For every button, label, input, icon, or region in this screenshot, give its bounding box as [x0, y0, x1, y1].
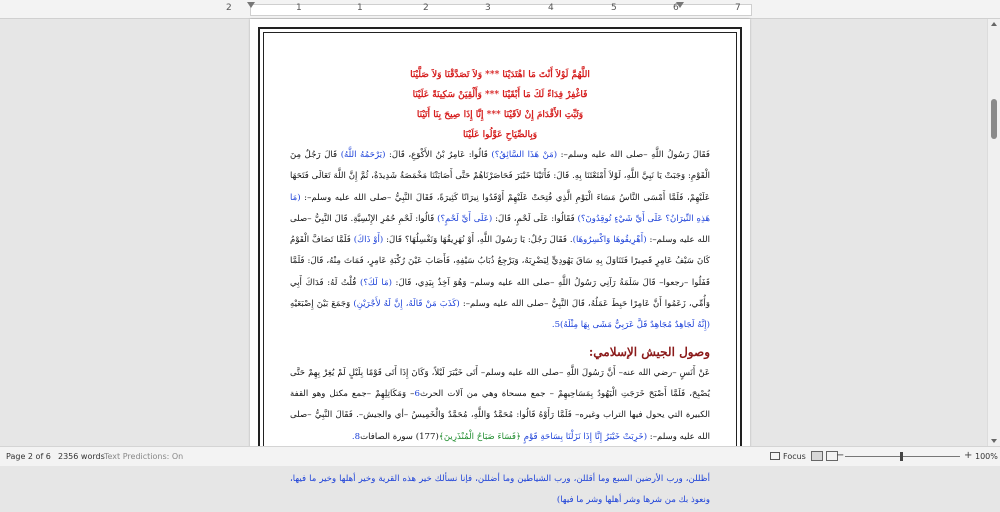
document-body[interactable] — [290, 65, 710, 512]
ruler-number: 6 — [673, 3, 679, 13]
scroll-down-icon[interactable] — [991, 439, 997, 443]
zoom-level[interactable]: 100% — [975, 452, 998, 461]
page-count[interactable]: Page 2 of 6 — [6, 452, 51, 461]
zoom-slider-thumb[interactable] — [900, 452, 903, 461]
poem-line: وَبِالصِّيَاحِ عَوَّلُوا عَلَيْنَا — [462, 130, 538, 140]
horizontal-ruler[interactable] — [0, 0, 1000, 19]
text-run: قَالَ رَجُلٌ مِنَ الْقَوْمِ: وَجَبَتْ يَا نَبِيَّ اللَّهِ، لَوْلاَ أَمْتَعْتَنَا بِهِ. قَالَ: فَأَتَيْنَا خَيْبَرَ فَحَاصَرْنَاهُمْ حَتَّى أَصَابَتْنَا مَخْمَصَةٌ شَدِيدَةٌ، ثُمَّ إِنَّ اللَّهَ تَعَالَى فَتَحَهَا عَلَيْهِمْ، فَلَمَّا أَمْسَى النَّاسُ مَسَاءَ الْيَوْمِ الَّذِي فُتِحَتْ عَلَيْهِمْ أَوْقَدُوا نِيرَانًا كَثِيرَةً، فَقَالَ النَّبِيُّ –صلى الله عليه وسلم–: — [290, 150, 710, 203]
text-run: قُلْتُ لَهُ: فَدَاكَ أَبِي وَأُمِّي، زَعَمُوا أَنَّ عَامِرًا حَبِطَ عَمَلُهُ، قَالَ النَّبِيُّ –صلى الله عليه وسلم–: — [290, 277, 710, 310]
vertical-scrollbar[interactable] — [987, 19, 1000, 446]
text-run: وَجَمَعَ بَيْنَ إِصْبَعَيْهِ — [290, 299, 354, 310]
text-run: فَقَالُوا: عَلَى لَحْمٍ، قَالَ: — [492, 213, 578, 224]
ruler-number: 1 — [357, 3, 363, 13]
focus-icon[interactable] — [770, 452, 780, 460]
scrollbar-thumb[interactable] — [991, 99, 997, 139]
right-indent-marker[interactable] — [676, 2, 684, 8]
zoom-in-button[interactable]: + — [964, 450, 973, 461]
ruler-number: 3 — [485, 3, 491, 13]
print-layout-view-icon[interactable] — [811, 451, 823, 461]
poem-line: فَاغْفِرْ فِدَاءً لَكَ مَا أَبْقَيْنَا *** وَأَلْقِيَنْ سَكِينَةً عَلَيْنَا — [412, 90, 588, 100]
poem-line: وَثَبِّتِ الأَقْدَامَ إِنْ لاَقَيْنَا *** إِنَّا إِذَا صِيحَ بِنَا أَتَيْنَا — [416, 110, 584, 120]
text-run: فَلَمَّا تَصَافَّ الْقَوْمُ كَانَ سَيْفُ عَامِرٍ قَصِيرًا فَتَنَاوَلَ بِهِ سَاقَ يَهُودِيٍّ لِيَضْرِبَهُ، وَيَرْجِعُ ذُبَابُ سَيْفِهِ، فَأَصَابَ عَيْنَ رُكْبَةِ عَامِرٍ، فَمَاتَ مِنْهُ، قَالَ: فَلَمَّا قَفَلُوا –رجعوا– قَالَ سَلَمَةُ رَآنِي رَسُولُ اللَّهِ –صلى الله عليه وسلم– وَهُوَ آخِذٌ بِيَدِي، قَالَ: — [290, 235, 710, 288]
status-bar — [0, 446, 1000, 466]
text-run: (مَنْ هَذَا السَّائِقُ؟) — [491, 150, 558, 160]
text-run: 8. — [351, 431, 361, 442]
text-run: (خَرِبَتْ خَيْبَرُ إِنَّا إِذَا نَزَلْنَا بِسَاحَةِ قَوْمٍ — [521, 431, 648, 442]
ruler-number: 2 — [423, 3, 429, 13]
ruler-number: 4 — [548, 3, 554, 13]
section-heading: وصول الجيش الإسلامي: — [588, 344, 710, 359]
paragraph-narration — [290, 145, 710, 337]
ruler-number: 5 — [611, 3, 617, 13]
text-run: 6 — [414, 388, 420, 399]
text-run: . فَقَالَ رَجُلٌ: يَا رَسُولَ اللَّهِ، أَوْ نُهَرِيقُهَا وَنَغْسِلُهَا؟ قَالَ: — [383, 235, 573, 246]
text-run: (أَهْرِيقُوهَا وَاكْسِرُوهَا) — [572, 235, 647, 246]
text-run: قَالُوا: لَحْمِ حُمُرِ الإِنْسِيَّةِ. قَالَ النَّبِيُّ –صلى الله عليه وسلم–: — [290, 213, 710, 246]
text-run: (أَوْ ذَاكَ) — [353, 235, 384, 246]
paragraph-arrival — [290, 363, 710, 448]
text-run: (إِنَّهُ لَجَاهِدٌ مُجَاهِدٌ قَلَّ عَرَبِيٌّ مَشَى بِهَا مِثْلَهُ) — [560, 320, 710, 331]
text-run: (177) سورة الصافات — [360, 431, 439, 442]
text-run: 5. — [551, 320, 561, 331]
ruler-number: 1 — [296, 3, 302, 13]
text-run: أظللن، ورب الأرضين السبع وما أقللن، ورب الشياطين وما أضللن، فإنا نسألك خير هذه القرية وخير أهلها وخير ما فيها، ونعوذ بك من شرها وشر أهلها وشر ما فيها) — [290, 474, 710, 506]
ruler-number: 7 — [735, 3, 741, 13]
left-indent-marker[interactable] — [247, 2, 255, 8]
text-run: – وَمَكَاتِلِهِمْ –جمع مكتل وهو القفة الكبيرة التي يحول فيها التراب وغيره– فَلَمَّا رَأَوْهُ قَالُوا: مُحَمَّدٌ وَاللَّهِ، مُحَمَّدٌ وَالْخَمِيسُ –أي والجيش–. فَقَالَ النَّبِيُّ –صلى الله عليه وسلم–: — [290, 388, 710, 442]
scroll-up-icon[interactable] — [991, 22, 997, 26]
text-run: عَنْ أَنَسٍ –رضي الله عنه– أَنَّ رَسُولَ اللَّهِ –صلى الله عليه وسلم– أَتَى خَيْبَرَ لَيْلاً، وَكَانَ إِذَا أَتَى قَوْمًا بِلَيْلٍ لَمْ يُغِرْ بِهِمْ حَتَّى يُصْبِحَ، فَلَمَّا أَصْبَحَ خَرَجَتِ الْيَهُودُ بِمَسَاحِيهِمْ – جمع مسحاة وهي من آلات الحرث — [290, 367, 710, 399]
text-run: (مَا هَذِهِ النِّيرَانُ؟ عَلَى أَيِّ شَيْءٍ تُوقِدُونَ؟) — [290, 192, 710, 224]
text-run: (عَلَى أَيِّ لَحْمٍ؟) — [437, 213, 493, 224]
document-page[interactable] — [250, 19, 750, 506]
text-run: ﴿فَسَاءَ صَبَاحُ الْمُنْذَرِينَ﴾ — [438, 431, 522, 442]
text-run: قَالُوا: عَامِرُ بْنُ الأَكْوَعِ، قَالَ: — [385, 150, 492, 160]
text-run: فَقَالَ رَسُولُ اللَّهِ –صلى الله عليه وسلم–: — [557, 150, 711, 160]
focus-button[interactable]: Focus — [783, 452, 806, 461]
zoom-out-button[interactable]: − — [836, 450, 845, 461]
text-predictions-status[interactable]: Text Predictions: On — [104, 452, 184, 461]
text-run: (مَا لَكَ؟) — [359, 277, 392, 288]
word-count[interactable]: 2356 words — [58, 452, 105, 461]
text-run: (كَذَبَ مَنْ قَالَهُ، إِنَّ لَهُ لأَجْرَيْنِ) — [353, 299, 460, 310]
text-run: (يَرْحَمُهُ اللَّهُ) — [340, 150, 386, 160]
poem-line: اللَّهُمَّ لَوْلاَ أَنْتَ مَا اهْتَدَيْنَا *** وَلاَ تَصَدَّقْنَا وَلاَ صَلَّيْنَا — [410, 70, 590, 80]
ruler-number: 2 — [226, 3, 232, 13]
poem — [290, 65, 710, 145]
